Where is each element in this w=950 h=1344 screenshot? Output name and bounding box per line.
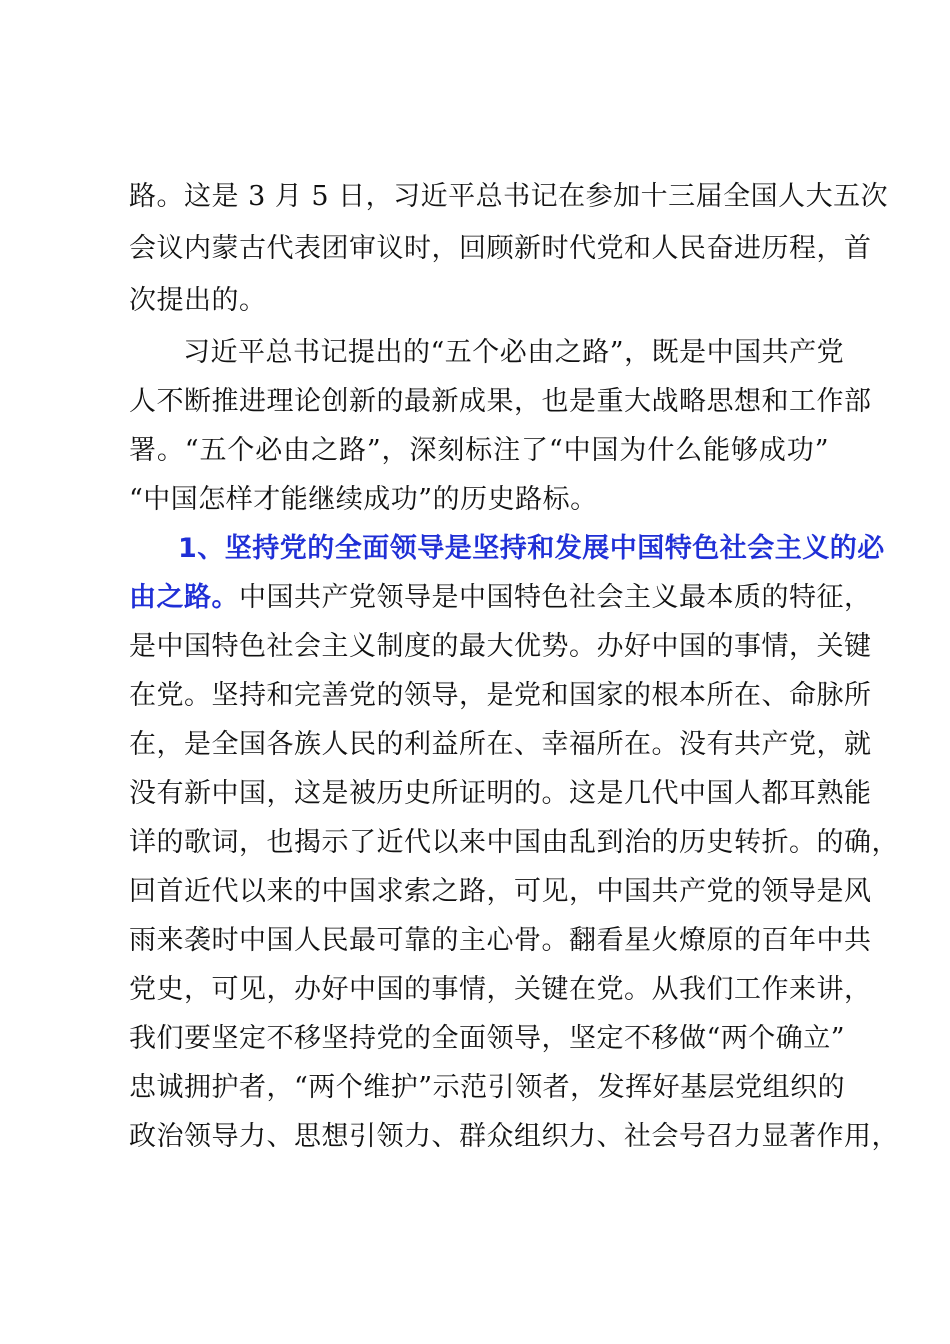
section-heading-line-2: 由之路。 — [129, 582, 239, 613]
paragraph-3-line-3: 在党。坚持和完善党的领导，是党和国家的根本所在、命脉所 — [129, 680, 872, 711]
paragraph-1-line-1: 路。这是 3 月 5 日，习近平总书记在参加十三届全国人大五次 — [129, 181, 889, 212]
paragraph-3-line-7: 回首近代以来的中国求索之路，可见，中国共产党的领导是风 — [129, 876, 872, 907]
section-heading-line-1: 1、坚持党的全面领导是坚持和发展中国特色社会主义的必 — [178, 533, 885, 564]
paragraph-3-line-2: 是中国特色社会主义制度的最大优势。办好中国的事情，关键 — [129, 631, 872, 662]
paragraph-3-line-11: 忠诚拥护者，“两个维护”示范引领者，发挥好基层党组织的 — [129, 1072, 846, 1103]
paragraph-1-line-3: 次提出的。 — [129, 285, 267, 316]
paragraph-1-line-2: 会议内蒙古代表团审议时，回顾新时代党和人民奋进历程，首 — [129, 233, 872, 264]
paragraph-3-line-12: 政治领导力、思想引领力、群众组织力、社会号召力显著作用， — [129, 1121, 899, 1152]
section-heading-line-2-row — [129, 580, 872, 616]
paragraph-2-line-1: 习近平总书记提出的“五个必由之路”，既是中国共产党 — [183, 337, 845, 368]
paragraph-3-line-9: 党史，可见，办好中国的事情，关键在党。从我们工作来讲， — [129, 974, 872, 1005]
paragraph-3-line-8: 雨来袭时中国人民最可靠的主心骨。翻看星火燎原的百年中共 — [129, 925, 872, 956]
paragraph-3-line-6: 详的歌词，也揭示了近代以来中国由乱到治的历史转折。的确， — [129, 827, 899, 858]
paragraph-3-line-1: 中国共产党领导是中国特色社会主义最本质的特征， — [239, 582, 872, 613]
paragraph-2-line-3: 署。“五个必由之路”，深刻标注了“中国为什么能够成功” — [129, 435, 829, 466]
paragraph-3-line-10: 我们要坚定不移坚持党的全面领导，坚定不移做“两个确立” — [129, 1023, 846, 1054]
paragraph-2-line-4: “中国怎样才能继续成功”的历史路标。 — [129, 484, 598, 515]
paragraph-2-line-2: 人不断推进理论创新的最新成果，也是重大战略思想和工作部 — [129, 386, 872, 417]
paragraph-3-line-4: 在，是全国各族人民的利益所在、幸福所在。没有共产党，就 — [129, 729, 872, 760]
paragraph-3-line-5: 没有新中国，这是被历史所证明的。这是几代中国人都耳熟能 — [129, 778, 872, 809]
